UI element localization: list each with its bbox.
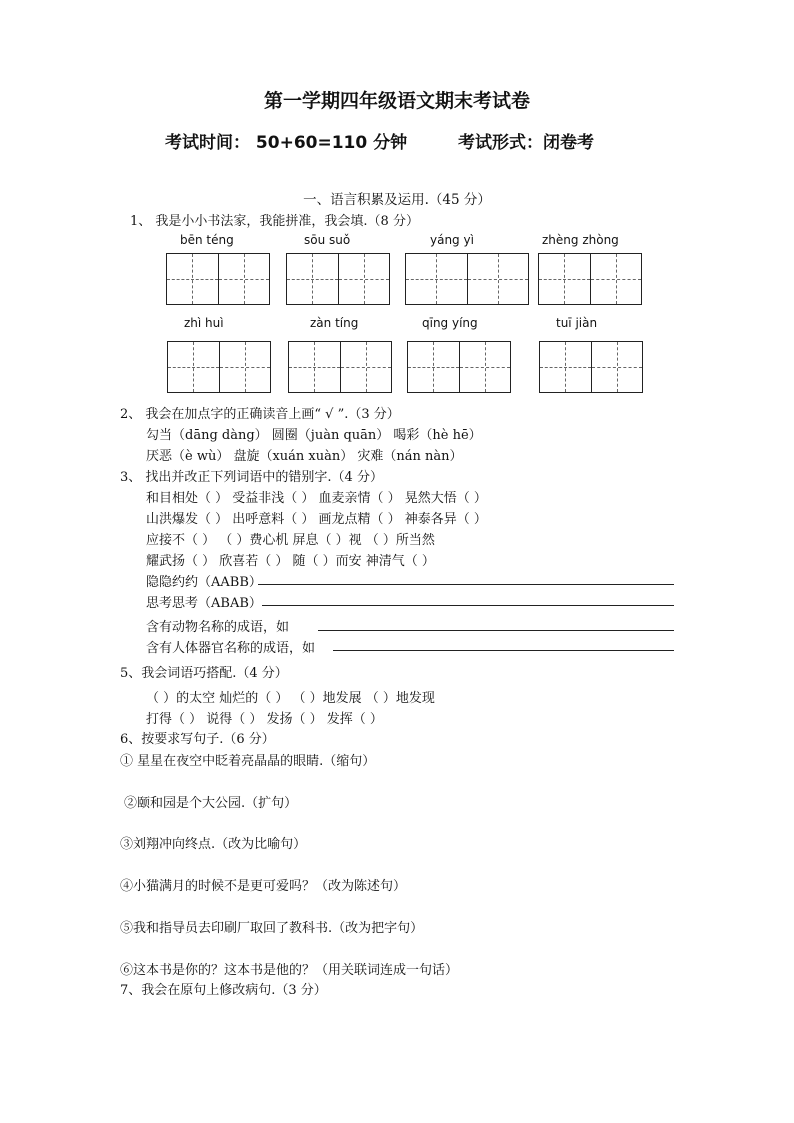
pinyin-label: sōu suǒ xyxy=(304,233,351,247)
pinyin-label: tuī jiàn xyxy=(556,316,598,330)
writing-grid[interactable] xyxy=(405,253,529,305)
pinyin-label: zàn tíng xyxy=(310,316,359,330)
matching-line: （ ）的太空 灿烂的（ ） （ ）地发展 （ ）地发现 xyxy=(146,691,435,706)
idiom-animal-label: 含有动物名称的成语，如 xyxy=(146,620,290,635)
typo-line: 和目相处（ ） 受益非浅（ ） 血麦亲情（ ） 晃然大悟（ ） xyxy=(146,491,487,506)
writing-grid[interactable] xyxy=(167,341,271,393)
pinyin-label: qīng yíng xyxy=(422,316,478,330)
question-6-prompt: 6、按要求写句子.（6 分） xyxy=(120,732,275,747)
pinyin-label: zhèng zhòng xyxy=(542,233,619,247)
sentence-task: ⑤我和指导员去印刷厂取回了教科书.（改为把字句） xyxy=(120,921,424,936)
question-3-prompt: 3、 找出并改正下列词语中的错别字.（4 分） xyxy=(120,470,383,485)
exam-time: 考试时间： 50+60=110 分钟 xyxy=(165,133,408,153)
question-1-prompt: 1、 我是小小书法家，我能拼准，我会填.（8 分） xyxy=(130,214,419,229)
writing-grid[interactable] xyxy=(166,253,270,305)
page-title: 第一学期四年级语文期末考试卷 xyxy=(263,90,530,112)
typo-line: 应接不（ ） （ ）费心机 屏息（ ）视 （ ）所当然 xyxy=(146,533,435,548)
writing-grid[interactable] xyxy=(538,253,642,305)
answer-line[interactable] xyxy=(258,584,674,585)
answer-line[interactable] xyxy=(318,630,674,631)
sentence-task: ③刘翔冲向终点.（改为比喻句） xyxy=(120,837,307,852)
idiom-aabb-label: 隐隐约约（AABB） xyxy=(146,575,262,590)
pinyin-label: bēn téng xyxy=(180,233,234,247)
sentence-task: ① 星星在夜空中眨着亮晶晶的眼睛.（缩句） xyxy=(120,754,376,769)
writing-grid[interactable] xyxy=(288,341,392,393)
matching-line: 打得（ ） 说得（ ） 发扬（ ） 发挥（ ） xyxy=(146,712,383,727)
sentence-task: ⑥这本书是你的？这本书是他的？（用关联词连成一句话） xyxy=(120,963,459,978)
writing-grid[interactable] xyxy=(539,341,643,393)
sentence-task: ④小猫满月的时候不是更可爱吗？（改为陈述句） xyxy=(120,879,407,894)
pronunciation-line: 勾当（dāng dàng） 圆圈（juàn quān） 喝彩（hè hē） xyxy=(146,428,482,443)
question-7-prompt: 7、我会在原句上修改病句.（3 分） xyxy=(120,983,327,998)
typo-line: 耀武扬（ ） 欣喜若（ ） 随（ ）而安 神清气（ ） xyxy=(146,554,435,569)
exam-form: 考试形式：闭卷考 xyxy=(458,133,594,153)
typo-line: 山洪爆发（ ） 出呼意料（ ） 画龙点精（ ） 神泰各异（ ） xyxy=(146,512,487,527)
pronunciation-line: 厌恶（è wù） 盘旋（xuán xuàn） 灾难（nán nàn） xyxy=(146,449,463,464)
idiom-organ-label: 含有人体器官名称的成语，如 xyxy=(146,641,316,656)
idiom-abab-label: 思考思考（ABAB） xyxy=(146,596,262,611)
sentence-task: ②颐和园是个大公园.（扩句） xyxy=(124,796,298,811)
writing-grid[interactable] xyxy=(286,253,390,305)
answer-line[interactable] xyxy=(262,605,674,606)
question-5-prompt: 5、我会词语巧搭配.（4 分） xyxy=(120,666,288,681)
writing-grid[interactable] xyxy=(407,341,511,393)
question-2-prompt: 2、 我会在加点字的正确读音上画“ √ ”.（3 分） xyxy=(120,407,400,422)
section-heading: 一、语言积累及运用.（45 分） xyxy=(303,192,491,208)
pinyin-label: yáng yì xyxy=(430,233,474,247)
answer-line[interactable] xyxy=(333,650,674,651)
pinyin-label: zhì huì xyxy=(184,316,224,330)
